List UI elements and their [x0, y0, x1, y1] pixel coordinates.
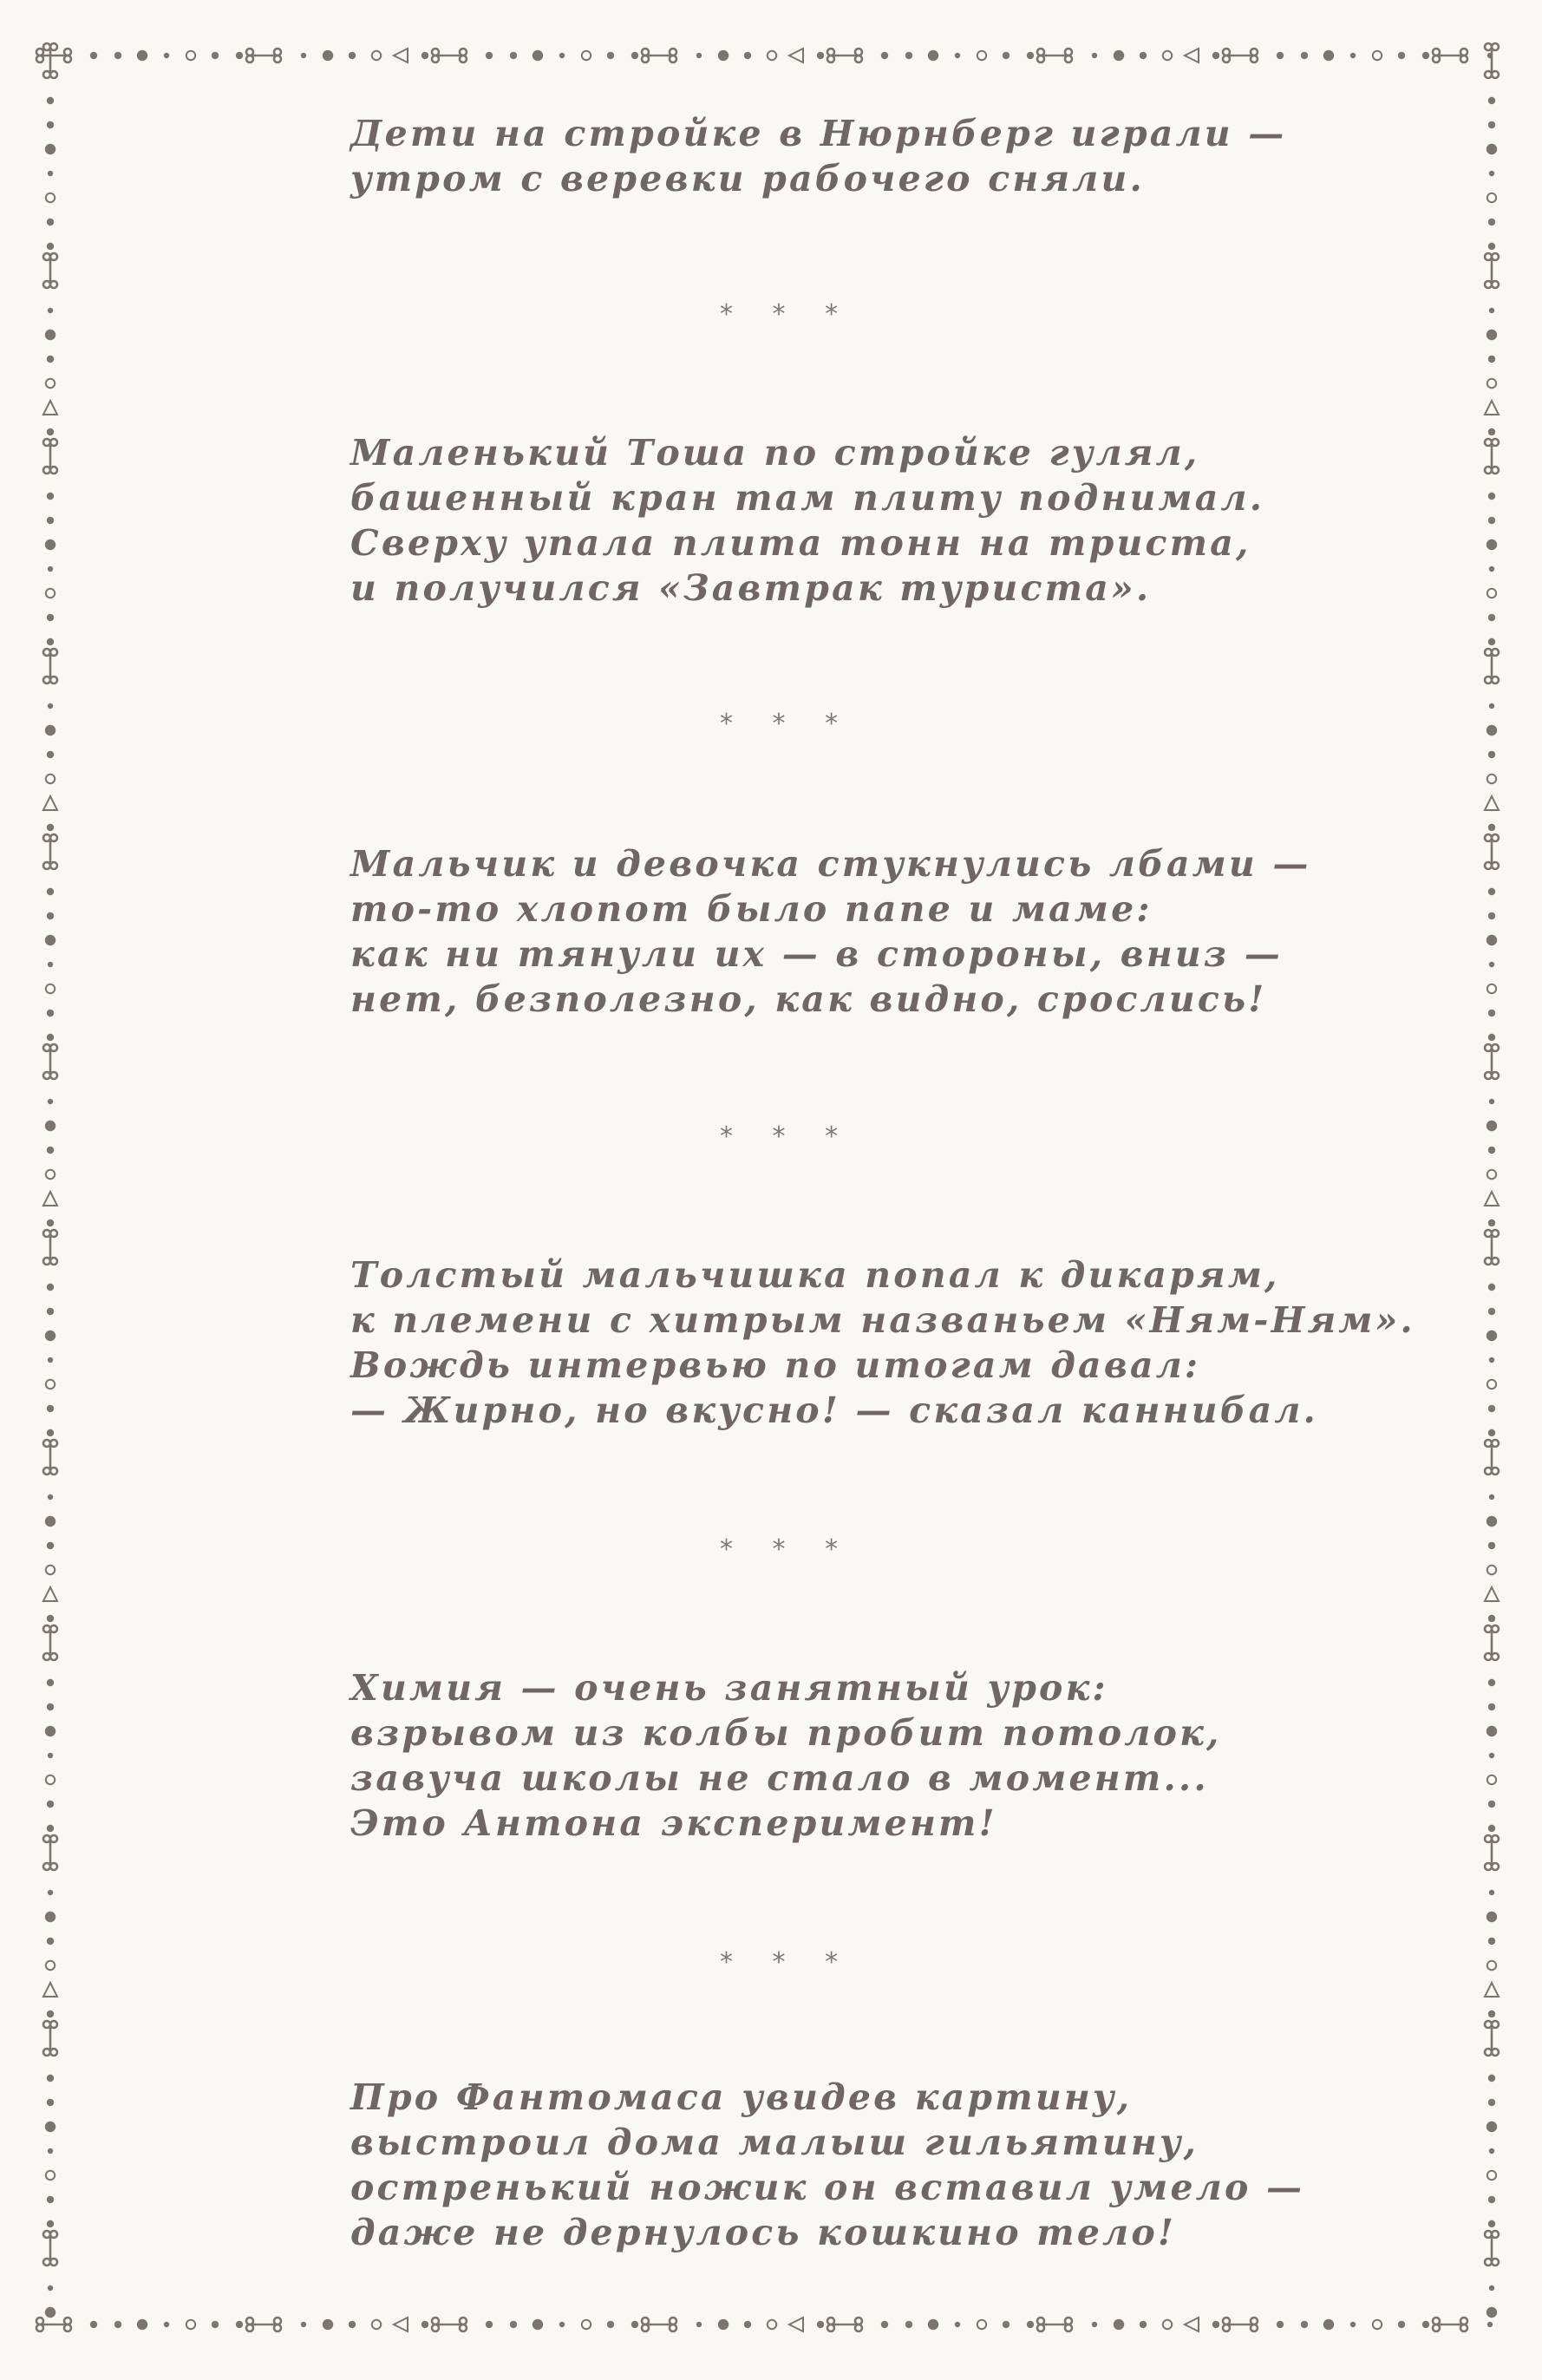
stanza-1-line-1: Дети на стройке в Нюрнберг играли —: [350, 113, 1287, 154]
separator-2: * * *: [720, 709, 854, 739]
stanza-3: [350, 841, 1356, 1022]
stanza-2-line-4: и получился «Завтрак туриста».: [350, 567, 1152, 609]
stanza-4-line-1: Толстый мальчишка попал к дикарям,: [350, 1254, 1280, 1296]
stanza-3-line-2: то-то хлопот было папе и маме:: [350, 888, 1153, 930]
stanza-2-line-2: башенный кран там плиту поднимал.: [350, 477, 1265, 519]
stanza-6-line-3: остренький ножик он вставил умело —: [350, 2167, 1305, 2208]
stanza-5-line-1: Химия — очень занятный урок:: [350, 1667, 1108, 1709]
stanza-1: [350, 111, 1356, 201]
poem-content: [350, 111, 1415, 2297]
stanza-3-line-1: Мальчик и девочка стукнулись лбами —: [350, 843, 1311, 885]
separator-5: * * *: [720, 1947, 854, 1978]
stanza-2-line-1: Маленький Тоша по стройке гулял,: [350, 432, 1200, 474]
stanza-6-line-1: Про Фантомаса увидев картину,: [350, 2076, 1133, 2118]
stanza-3-line-4: нет, безполезно, как видно, срослись!: [350, 978, 1267, 1020]
stanza-4-line-3: Вождь интервью по итогам давал:: [350, 1344, 1201, 1386]
separator-3: * * *: [720, 1121, 854, 1152]
stanza-2: [350, 430, 1356, 611]
stanza-5-line-3: завуча школы не стало в момент...: [350, 1757, 1209, 1799]
stanza-4: [350, 1252, 1415, 1433]
stanza-4-line-2: к племени с хитрым названьем «Ням-Ням».: [350, 1299, 1415, 1341]
stanza-2-line-3: Сверху упала плита тонн на триста,: [350, 522, 1251, 564]
separator-1: * * *: [720, 299, 854, 330]
stanza-5-line-2: взрывом из колбы пробит потолок,: [350, 1712, 1222, 1754]
stanza-4-line-4: — Жирно, но вкусно! — сказал каннибал.: [350, 1389, 1319, 1431]
stanza-6-line-4: даже не дернулось кошкино тело!: [350, 2212, 1177, 2253]
separator-4: * * *: [720, 1534, 854, 1565]
stanza-5: [350, 1665, 1356, 1846]
stanza-6: [350, 2075, 1356, 2255]
stanza-5-line-4: Это Антона эксперимент!: [350, 1802, 997, 1844]
stanza-1-line-2: утром с веревки рабочего сняли.: [350, 158, 1145, 199]
stanza-6-line-2: выстроил дома малыш гильятину,: [350, 2122, 1199, 2163]
stanza-3-line-3: как ни тянули их — в стороны, вниз —: [350, 933, 1283, 975]
